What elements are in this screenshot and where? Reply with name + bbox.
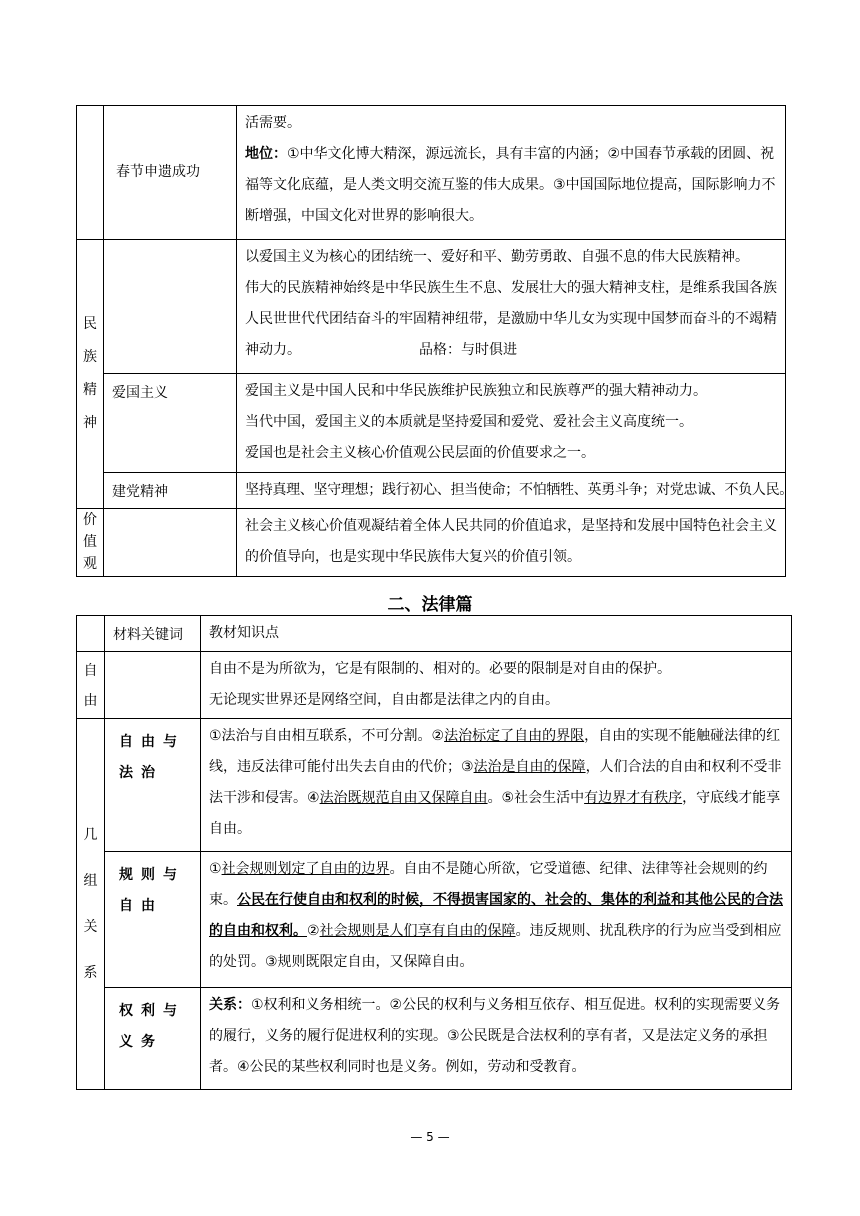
section-title: 二、法律篇 <box>387 595 473 615</box>
group-national-spirit <box>77 240 104 509</box>
group-char: 几 <box>83 827 98 843</box>
group-char: 民 <box>83 316 97 332</box>
underlined-run: 法治既规范自由又保障自由 <box>319 790 488 806</box>
underlined-run: 法治是自由的保障 <box>473 759 586 775</box>
ns-line2 <box>245 273 779 366</box>
status-text: ①中华文化博大精深，源远流长，具有丰富的内涵；②中国春节承载的团圆、祝福等文化底蕴，是人类文明交流互鉴的伟大成果。③中国国际地位提高，国际影响力不断增强，中国文化对世界的影响很大。 <box>245 146 776 224</box>
group-char: 组 <box>83 873 98 889</box>
row-label-spring: 春节申遗成功 <box>104 106 237 240</box>
values-content: 社会主义核心价值观凝结着全体人民共同的价值追求，是坚持和发展中国特色社会主义的价值导向，也是实现中华民族伟大复兴的价值引领。 <box>237 509 786 577</box>
spring-content <box>237 106 786 240</box>
row-label-party-spirit: 建党精神 <box>104 473 237 509</box>
spring-status <box>245 139 779 232</box>
text-run: ，自由的实现不能触碰法律的红线，违反法律可能付出失去自由的代价；③ <box>209 728 781 775</box>
group-char: 值 <box>83 534 97 550</box>
group-char: 精 <box>83 382 97 398</box>
group-char: 关 <box>83 919 98 935</box>
group-relations <box>77 719 105 1090</box>
group-char: 价 <box>83 512 97 528</box>
text-run: ①法治与自由相互联系，不可分割。② <box>209 728 445 744</box>
text-run: ①权利和义务相统一。②公民的权利与义务相互依存、相互促进。权利的实现需要义务的履行，义务的履行促进权利的实现。③公民既是合法权利的享有者，又是法定义务的承担者。④公民的某些权利同时也是义务。例如，劳动和受教育。 <box>209 997 781 1075</box>
national-spirit-content <box>237 240 786 374</box>
freedom-content <box>201 652 792 719</box>
text-run: ，守底线才能享自由。 <box>209 790 781 837</box>
freedom-line2: 无论现实世界还是网络空间，自由都是法律之内的自由。 <box>209 692 559 708</box>
pat-line3: 爱国也是社会主义核心价值观公民层面的价值要求之一。 <box>245 445 595 461</box>
party-spirit-content: 坚持真理、坚守理想；践行初心、担当使命；不怕牺牲、英勇斗争；对党忠诚、不负人民。 <box>237 473 786 509</box>
rules-freedom-content <box>201 852 792 988</box>
spring-line-cont: 活需要。 <box>245 115 301 131</box>
culture-table <box>76 105 793 577</box>
law-table <box>76 615 792 1090</box>
group-values <box>77 509 104 577</box>
ns-line1: 以爱国主义为核心的团结统一、爱好和平、勤劳勇敢、自强不息的伟大民族精神。 <box>245 249 749 265</box>
underlined-run: 社会规则划定了自由的边界 <box>221 861 390 877</box>
keyword-rights-duties: 权利与义务 <box>105 988 201 1090</box>
page-number: — 5 — <box>410 1130 450 1144</box>
empty-cell <box>77 106 104 240</box>
status-label: 地位： <box>245 146 287 162</box>
text-run: 。⑤社会生活中 <box>487 790 585 806</box>
text-run: ② <box>307 923 320 939</box>
bold-underlined-run: 公民在行使自由和权利的时候，不得损害国家的、社会的、集体的利益和其他公民的合法的自由和权利。 <box>209 892 783 939</box>
keyword-freedom-law: 自由与法治 <box>105 719 201 852</box>
group-char: 神 <box>83 415 97 431</box>
group-char: 观 <box>83 556 97 572</box>
pat-line1: 爱国主义是中国人民和中华民族维护民族独立和民族尊严的强大精神动力。 <box>245 383 707 399</box>
ns-line2-text: 伟大的民族精神始终是中华民族生生不息、发展壮大的强大精神支柱，是维系我国各族人民世世代代团结奋斗的牢固精神纽带，是激励中华儿女为实现中国梦而奋斗的不竭精神动力。 <box>245 280 777 358</box>
group-char: 系 <box>83 965 98 981</box>
relation-prefix: 关系： <box>209 997 251 1013</box>
empty-cell <box>77 616 105 652</box>
empty-cell <box>104 509 237 577</box>
ns-quality: 品格：与时俱进 <box>419 342 517 358</box>
header-keyword: 材料关键词 <box>105 616 201 652</box>
text-run: ① <box>209 861 222 877</box>
underlined-run: 有边界才有秩序 <box>584 790 683 806</box>
group-char: 由 <box>83 693 98 709</box>
underlined-run: 社会规则是人们享有自由的保障 <box>319 923 516 939</box>
empty-cell <box>105 652 201 719</box>
freedom-law-content <box>201 719 792 852</box>
text-run: 。违反规则、扰乱秩序的行为应当受到相应的处罚。③规则既限定自由，又保障自由。 <box>209 923 782 970</box>
underlined-run: 法治标定了自由的界限 <box>444 728 585 744</box>
group-char: 族 <box>83 349 97 365</box>
group-freedom <box>77 652 105 719</box>
pat-line2: 当代中国，爱国主义的本质就是坚持爱国和爱党、爱社会主义高度统一。 <box>245 414 693 430</box>
text-run: 。自由不是随心所欲，它受道德、纪律、法律等社会规则的约束。 <box>209 861 768 908</box>
rights-duties-content <box>201 988 792 1090</box>
freedom-line1: 自由不是为所欲为，它是有限制的、相对的。必要的限制是对自由的保护。 <box>209 661 671 677</box>
keyword-rules-freedom: 规则与自由 <box>105 852 201 988</box>
patriotism-content <box>237 374 786 473</box>
header-knowledge: 教材知识点 <box>201 616 792 652</box>
group-char: 自 <box>83 663 98 679</box>
empty-cell <box>104 240 237 374</box>
row-label-patriotism: 爱国主义 <box>104 374 237 473</box>
text-run: ，人们合法的自由和权利不受非法干涉和侵害。④ <box>209 759 782 806</box>
